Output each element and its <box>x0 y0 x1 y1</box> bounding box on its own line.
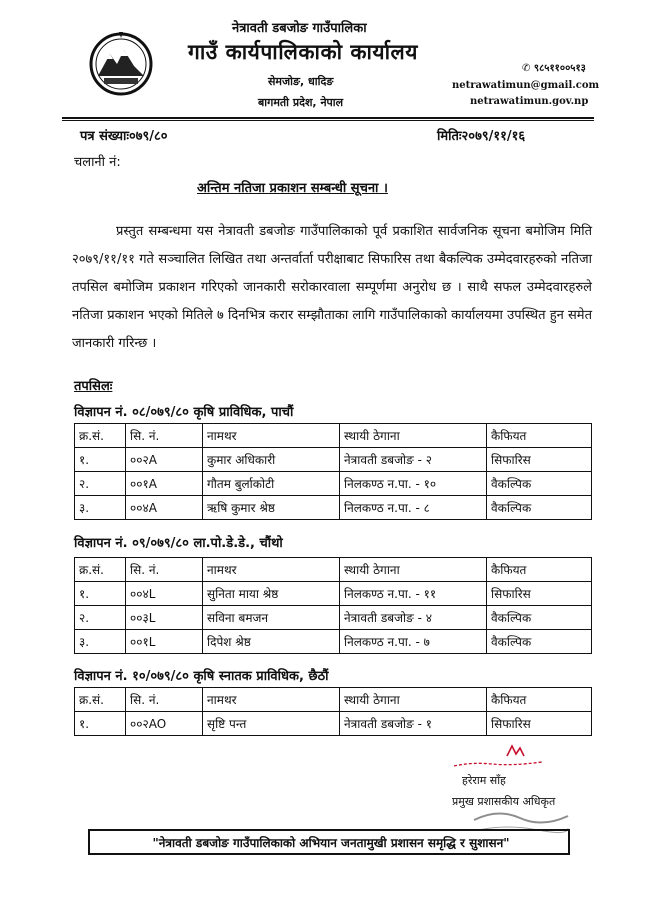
table-cell: वैकल्पिक <box>487 496 592 520</box>
column-header: क्र.सं. <box>75 424 126 448</box>
table-cell: ००३L <box>126 606 203 630</box>
column-header: नामथर <box>203 558 340 582</box>
results-table <box>74 557 592 654</box>
signature-scrawl <box>452 742 547 772</box>
table-row <box>75 496 592 520</box>
org-name: नेत्रावती डबजोङ गाउँपालिका <box>232 21 367 36</box>
notice-body: प्रस्तुत सम्बन्धमा यस नेत्रावती डबजोङ गाउँपालिकाको पूर्व प्रकाशित सार्वजनिक सूचना बमोजिम मिति २०७९/११/११ गते सञ्चालित लिखित तथा अन्तर्वार्ता परीक्षाबाट सिफारिस तथा बैकल्पिक उम्मेदवारहरुको नतिजा तपसिल बमोजिम प्रकाशन गरिएको जानकारी सरोकारवाला सम्पूर्णमा अनुरोध छ । साथै सफल उम्मेदवारहरुले नतिजा प्रकाशन भएको मितिले ७ दिनभित्र करार सम्झौताका लागि गाउँपालिकाको कार्यालयमा उपस्थित हुन समेत जानकारी गरिन्छ । <box>72 224 592 351</box>
table-cell: २. <box>75 606 126 630</box>
address-line-1: सेमजोङ, धादिङ <box>268 75 334 88</box>
table-header-row <box>75 424 592 448</box>
column-header: सि. नं. <box>126 558 203 582</box>
table-cell: ऋषि कुमार श्रेष्ठ <box>203 496 340 520</box>
subject: अन्तिम नतिजा प्रकाशन सम्बन्धी सूचना । <box>197 181 388 196</box>
column-header: कैफियत <box>487 424 592 448</box>
signer-name: हरेराम साँह <box>462 774 506 787</box>
table-row <box>75 630 592 654</box>
divider <box>62 117 594 119</box>
website: netrawatimun.gov.np <box>470 96 589 107</box>
table-row <box>75 712 592 736</box>
column-header: स्थायी ठेगाना <box>340 688 487 712</box>
phone-icon: ✆ <box>522 63 531 74</box>
column-header: क्र.सं. <box>75 688 126 712</box>
email-address: netrawatimun@gmail.com <box>452 80 600 91</box>
table-cell: ००४L <box>126 582 203 606</box>
table-cell: गौतम बुर्लाकोटी <box>203 472 340 496</box>
table-header-row <box>75 558 592 582</box>
table-cell: सुनिता माया श्रेष्ठ <box>203 582 340 606</box>
results-table <box>74 423 592 520</box>
divider <box>62 120 594 121</box>
column-header: स्थायी ठेगाना <box>340 558 487 582</box>
column-header: सि. नं. <box>126 688 203 712</box>
signer-designation: प्रमुख प्रशासकीय अधिकृत <box>452 795 556 808</box>
column-header: नामथर <box>203 688 340 712</box>
letter-date: मितिः२०७९/११/१६ <box>437 129 526 144</box>
table-cell: नेत्रावती डबजोङ - ४ <box>340 606 487 630</box>
table-cell: नेत्रावती डबजोङ - २ <box>340 448 487 472</box>
table-cell: ३. <box>75 496 126 520</box>
nepal-emblem-icon <box>86 28 156 98</box>
table-cell: सविना बमजन <box>203 606 340 630</box>
table-cell: सिफारिस <box>487 448 592 472</box>
ad-heading: विज्ञापन नं. १०/०७९/८० कृषि स्नातक प्राविधिक, छैठौं <box>74 669 329 684</box>
motto: "नेत्रावती डबजोङ गाउँपालिकाको अभियान जनतामुखी प्रशासन समृद्धि र सुशासन" <box>152 836 510 850</box>
table-cell: सृष्टि पन्त <box>203 712 340 736</box>
table-cell: ३. <box>75 630 126 654</box>
ad-heading: विज्ञापन नं. ०८/०७९/८० कृषि प्राविधिक, पाचौं <box>74 405 294 420</box>
results-table <box>74 687 592 736</box>
table-cell: ००१L <box>126 630 203 654</box>
details-label: तपसिलः <box>74 379 113 394</box>
column-header: नामथर <box>203 424 340 448</box>
table-cell: वैकल्पिक <box>487 606 592 630</box>
office-title: गाउँ कार्यपालिकाको कार्यालय <box>188 40 418 64</box>
column-header: सि. नं. <box>126 424 203 448</box>
column-header: कैफियत <box>487 558 592 582</box>
table-cell: निलकण्ठ न.पा. - ८ <box>340 496 487 520</box>
table-cell: १. <box>75 712 126 736</box>
table-cell: ००१A <box>126 472 203 496</box>
table-cell: सिफारिस <box>487 712 592 736</box>
table-row <box>75 472 592 496</box>
table-cell: सिफारिस <box>487 582 592 606</box>
table-cell: ००४A <box>126 496 203 520</box>
table-cell: निलकण्ठ न.पा. - ११ <box>340 582 487 606</box>
table-cell: वैकल्पिक <box>487 472 592 496</box>
table-cell: निलकण्ठ न.पा. - ७ <box>340 630 487 654</box>
table-cell: वैकल्पिक <box>487 630 592 654</box>
table-row <box>75 582 592 606</box>
column-header: स्थायी ठेगाना <box>340 424 487 448</box>
table-row <box>75 606 592 630</box>
table-cell: ००२AO <box>126 712 203 736</box>
column-header: कैफियत <box>487 688 592 712</box>
table-cell: १. <box>75 582 126 606</box>
column-header: क्र.सं. <box>75 558 126 582</box>
table-cell: १. <box>75 448 126 472</box>
table-header-row <box>75 688 592 712</box>
phone-number: ✆ ९८५११००५१३ <box>522 63 586 74</box>
ad-heading: विज्ञापन नं. ०९/०७९/८० ला.पो.डे.डे., चौंथो <box>74 536 283 551</box>
table-cell: निलकण्ठ न.पा. - १० <box>340 472 487 496</box>
reference-number: पत्र संख्याः०७९/८० <box>80 129 168 144</box>
dispatch-number: चलानी नं: <box>74 155 121 170</box>
table-cell: कुमार अधिकारी <box>203 448 340 472</box>
address-line-2: बागमती प्रदेश, नेपाल <box>258 96 344 109</box>
table-cell: ००२A <box>126 448 203 472</box>
table-cell: दिपेश श्रेष्ठ <box>203 630 340 654</box>
table-cell: २. <box>75 472 126 496</box>
table-row <box>75 448 592 472</box>
table-cell: नेत्रावती डबजोङ - १ <box>340 712 487 736</box>
